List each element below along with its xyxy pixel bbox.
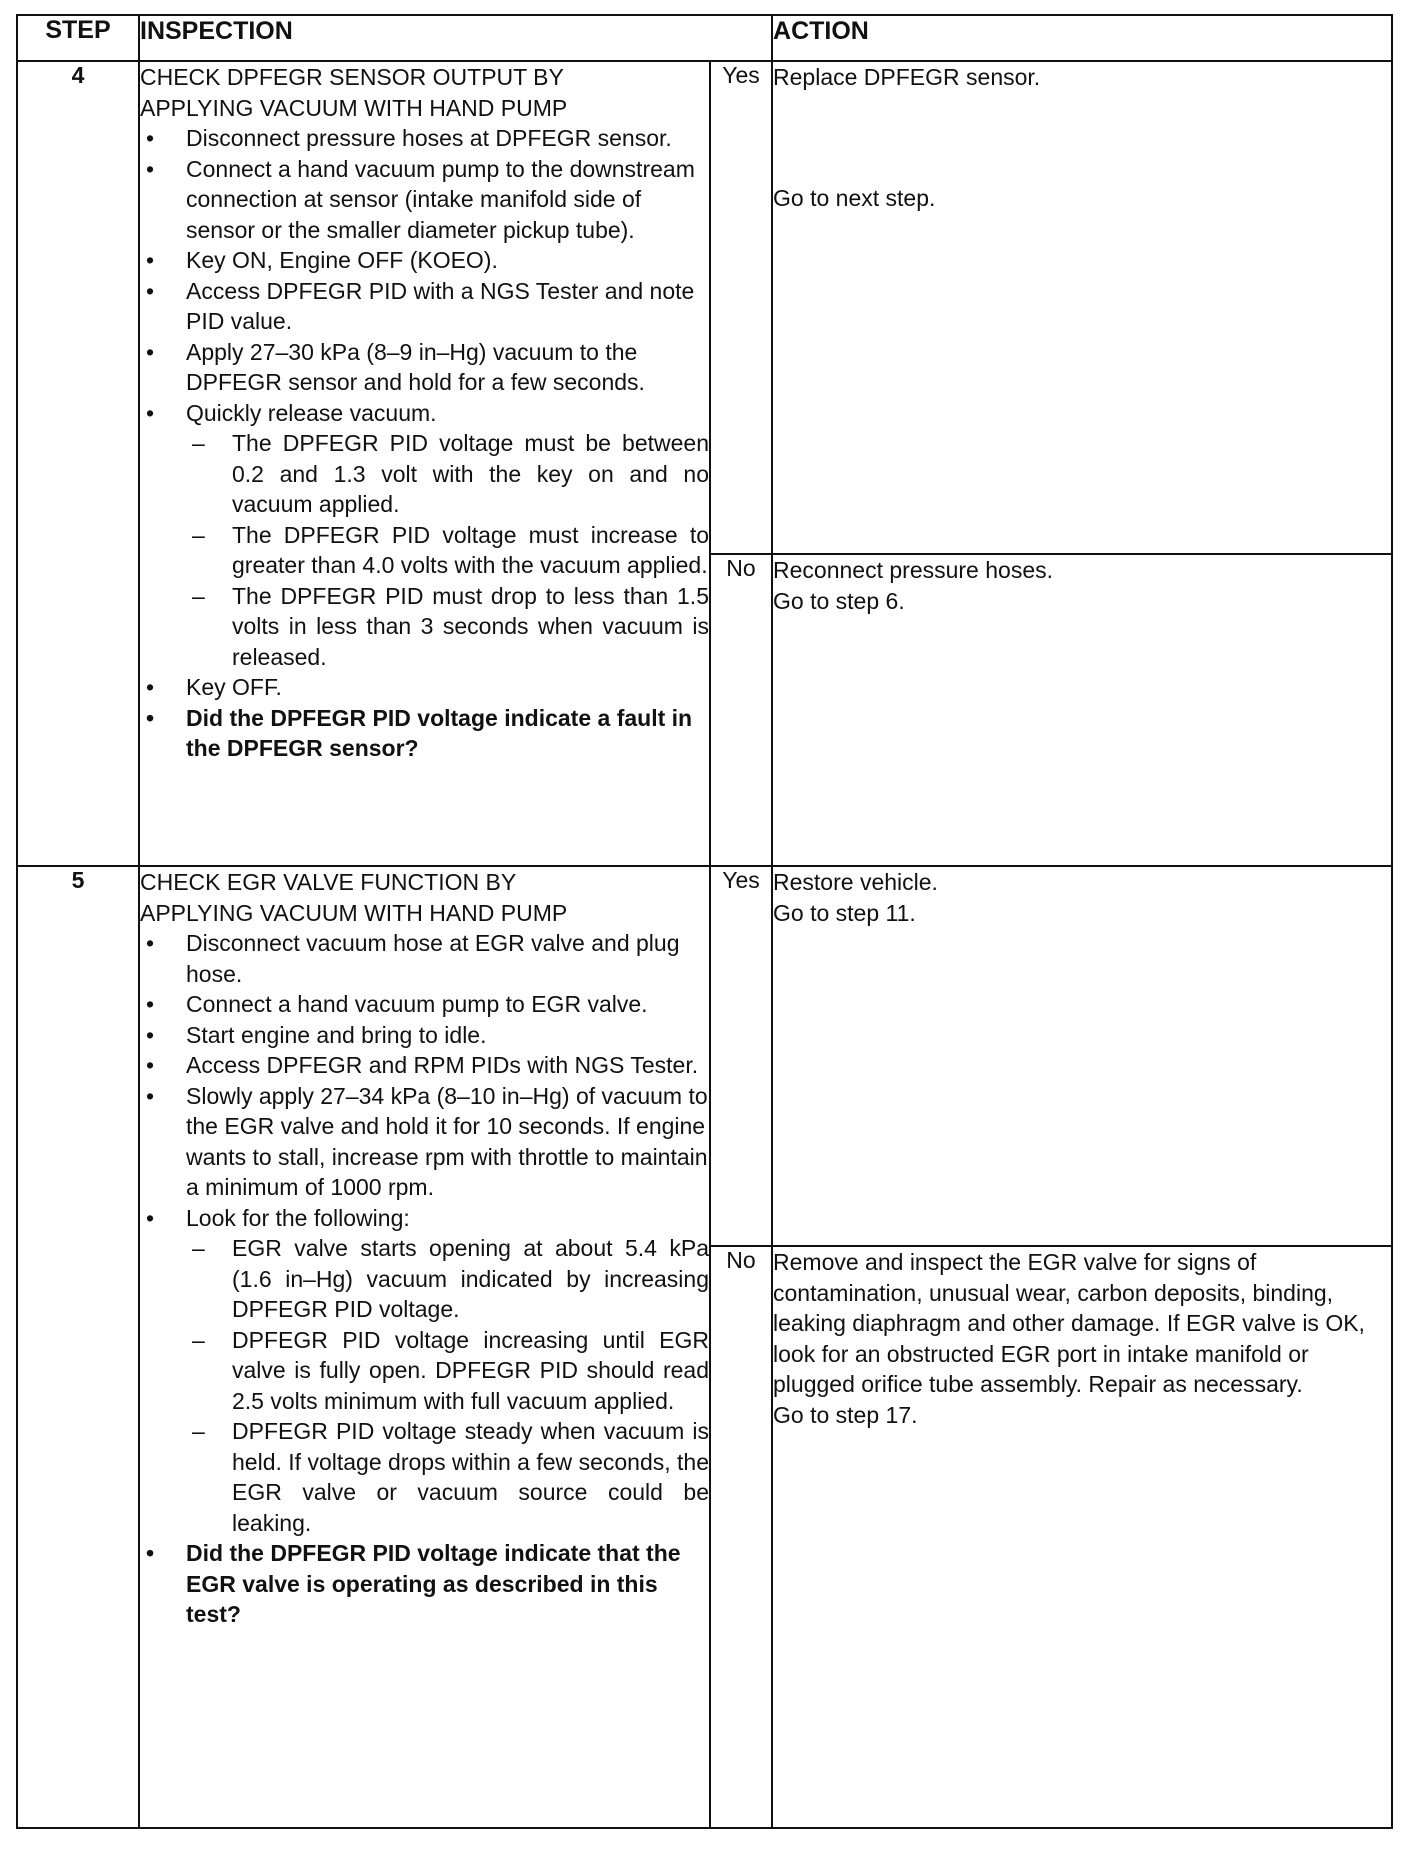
step-5-bullets [140, 928, 709, 1630]
header-action: ACTION [772, 15, 1392, 61]
header-row [17, 15, 1392, 61]
step-4-yes-action: Replace DPFEGR sensor. Go to next step. [772, 61, 1392, 554]
step-5-sub-bullets [186, 1233, 709, 1538]
bullet-item: • Connect a hand vacuum pump to EGR valve. [140, 989, 709, 1020]
step-5-number: 5 [17, 866, 139, 1828]
step-5-yes-label: Yes [710, 866, 772, 1246]
sub-bullet-item: – DPFEGR PID voltage increasing until EGR valve is fully open. DPFEGR PID should read 2.5 volts minimum with full vacuum applied. [186, 1325, 709, 1417]
bullet-item: • Disconnect vacuum hose at EGR valve and plug hose. [140, 928, 709, 989]
bullet-item: • Key OFF. [140, 672, 709, 703]
sub-bullet-item: – The DPFEGR PID voltage must be between 0.2 and 1.3 volt with the key on and no vacuum applied. [186, 428, 709, 520]
step-4-yes-row [17, 61, 1392, 554]
step-4-no-label: No [710, 554, 772, 866]
step-4-number: 4 [17, 61, 139, 866]
step-4-inspection [139, 61, 710, 866]
bullet-item: • Start engine and bring to idle. [140, 1020, 709, 1051]
bullet-item: • Connect a hand vacuum pump to the downstream connection at sensor (intake manifold side of sensor or the smaller diameter pickup tube). [140, 154, 709, 246]
step-5-question: • Did the DPFEGR PID voltage indicate that the EGR valve is operating as described in this test? [140, 1538, 709, 1630]
diagnostic-table [16, 14, 1393, 1829]
bullet-item: • Slowly apply 27–34 kPa (8–10 in–Hg) of vacuum to the EGR valve and hold it for 10 seconds. If engine wants to stall, increase rpm with throttle to maintain a minimum of 1000 rpm. [140, 1081, 709, 1203]
step-5-yes-row [17, 866, 1392, 1246]
step-5-yes-action: Restore vehicle. Go to step 11. [772, 866, 1392, 1246]
step-4-title: CHECK DPFEGR SENSOR OUTPUT BY APPLYING VACUUM WITH HAND PUMP [140, 64, 568, 121]
step-5-title: CHECK EGR VALVE FUNCTION BY APPLYING VACUUM WITH HAND PUMP [140, 869, 568, 926]
bullet-item: • Access DPFEGR PID with a NGS Tester and note PID value. [140, 276, 709, 337]
sub-bullet-item: – DPFEGR PID voltage steady when vacuum is held. If voltage drops within a few seconds, the EGR valve or vacuum source could be leaking. [186, 1416, 709, 1538]
step-4-sub-bullets [186, 428, 709, 672]
step-5-inspection [139, 866, 710, 1828]
step-4-yes-label: Yes [710, 61, 772, 554]
sub-bullet-item: – The DPFEGR PID must drop to less than 1.5 volts in less than 3 seconds when vacuum is released. [186, 581, 709, 673]
step-4-no-action: Reconnect pressure hoses. Go to step 6. [772, 554, 1392, 866]
header-inspection: INSPECTION [139, 15, 772, 61]
bullet-item: • Apply 27–30 kPa (8–9 in–Hg) vacuum to the DPFEGR sensor and hold for a few seconds. [140, 337, 709, 398]
sub-bullet-item: – The DPFEGR PID voltage must increase to greater than 4.0 volts with the vacuum applied. [186, 520, 709, 581]
step-4-bullets [140, 123, 709, 764]
bullet-item: • Quickly release vacuum. – The DPFEGR PID voltage must be between 0.2 and 1.3 volt with the key on and no vacuum applied. – The DPFEGR PID voltage must increase to greater than 4.0 volts with the vacuum applied. – The DPFEGR PID must drop to less than 1.5 volts in less than 3 seconds when vacuum is released. [140, 398, 709, 673]
bullet-item: • Disconnect pressure hoses at DPFEGR sensor. [140, 123, 709, 154]
sub-bullet-item: – EGR valve starts opening at about 5.4 kPa (1.6 in–Hg) vacuum indicated by increasing DPFEGR PID voltage. [186, 1233, 709, 1325]
bullet-item: • Look for the following: – EGR valve starts opening at about 5.4 kPa (1.6 in–Hg) vacuum indicated by increasing DPFEGR PID voltage. – DPFEGR PID voltage increasing until EGR valve is fully open. DPFEGR PID should read 2.5 volts minimum with full vacuum applied. – DPFEGR PID voltage steady when vacuum is held. If voltage drops within a few seconds, the EGR valve or vacuum source could be leaking. [140, 1203, 709, 1539]
step-5-no-label: No [710, 1246, 772, 1828]
bullet-item: • Key ON, Engine OFF (KOEO). [140, 245, 709, 276]
header-step: STEP [17, 15, 139, 61]
step-5-no-action: Remove and inspect the EGR valve for signs of contamination, unusual wear, carbon deposits, binding, leaking diaphragm and other damage. If EGR valve is OK, look for an obstructed EGR port in intake manifold or plugged orifice tube assembly. Repair as necessary. Go to step 17. [772, 1246, 1392, 1828]
bullet-item: • Access DPFEGR and RPM PIDs with NGS Tester. [140, 1050, 709, 1081]
step-4-question: • Did the DPFEGR PID voltage indicate a fault in the DPFEGR sensor? [140, 703, 709, 764]
